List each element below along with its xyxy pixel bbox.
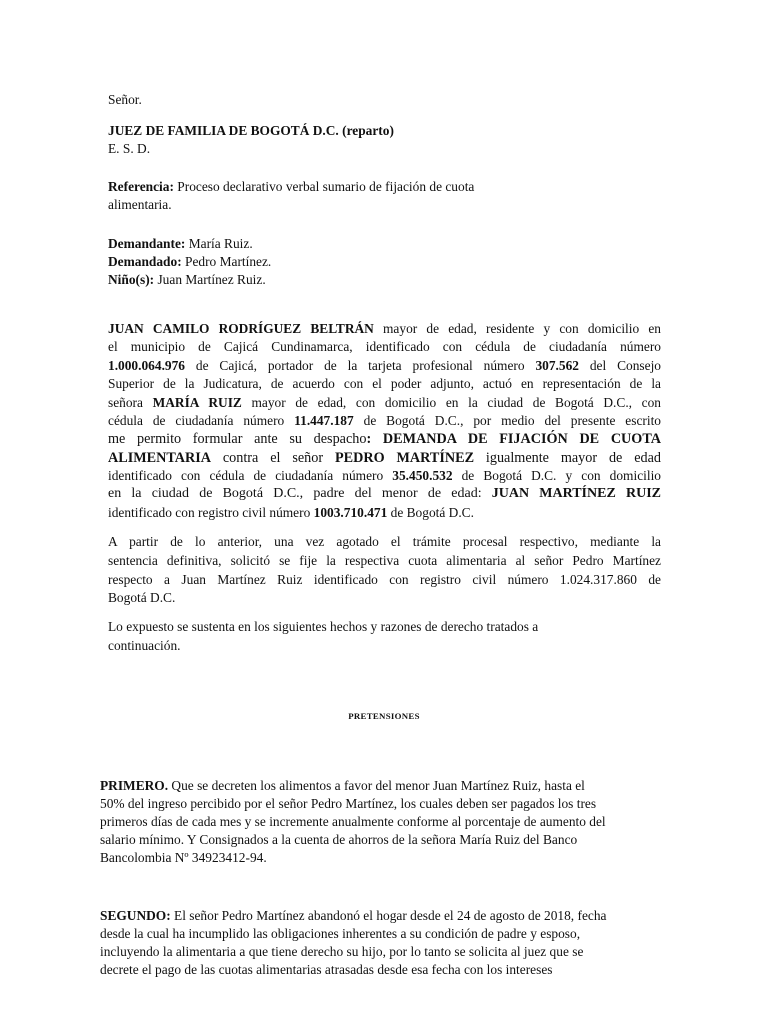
para3-line-1: Lo expuesto se sustenta en los siguientes hechos y razones de derecho tratados a	[108, 619, 539, 634]
intro-line-5: señora MARÍA RUIZ mayor de edad, con domicilio en la ciudad de Bogotá D.C., con	[108, 395, 661, 410]
reference-line-1: Referencia: Proceso declarativo verbal sumario de fijación de cuota	[108, 179, 475, 194]
intro-line-11: identificado con registro civil número 1003.710.471 de Bogotá D.C.	[108, 505, 474, 520]
children-line: Niño(s): Juan Martínez Ruiz.	[108, 272, 266, 287]
intro-line-9: identificado con cédula de ciudadanía número 35.450.532 de Bogotá D.C. y con domicilio	[108, 468, 661, 483]
segundo-line-4: decrete el pago de las cuotas alimentarias atrasadas desde esa fecha con los intereses	[100, 962, 553, 977]
para3-line-2: continuación.	[108, 638, 181, 653]
section-title: PRETENSIONES	[348, 711, 420, 721]
primero-line-3: primeros días de cada mes y se incremente anualmente conforme al porcentaje de aumento del	[100, 814, 606, 829]
addressee: JUEZ DE FAMILIA DE BOGOTÁ D.C. (reparto)	[108, 123, 394, 138]
esd-line: E. S. D.	[108, 141, 151, 156]
intro-line-2: el municipio de Cajicá Cundinamarca, identificado con cédula de ciudadanía número	[108, 339, 661, 354]
defendant-line: Demandado: Pedro Martínez.	[108, 254, 272, 269]
intro-line-10: en la ciudad de Bogotá D.C., padre del menor de edad: JUAN MARTÍNEZ RUIZ	[108, 486, 661, 501]
salutation: Señor.	[108, 92, 142, 107]
intro-line-7: me permito formular ante su despacho: DEMANDA DE FIJACIÓN DE CUOTA	[108, 431, 661, 447]
para2-line-1: A partir de lo anterior, una vez agotado el trámite procesal respectivo, mediante la	[108, 534, 661, 549]
segundo-line-3: incluyendo la alimentaria a que tiene derecho su hijo, por lo tanto se solicita al juez que se	[100, 944, 584, 959]
reference-line-2: alimentaria.	[108, 197, 172, 212]
segundo-line-2: desde la cual ha incumplido las obligaciones inherentes a su condición de padre y esposo,	[100, 926, 581, 941]
intro-line-6: cédula de ciudadanía número 11.447.187 de Bogotá D.C., por medio del presente escrito	[108, 413, 662, 428]
primero-line-2: 50% del ingreso percibido por el señor Pedro Martínez, los cuales deben ser pagados los tres	[100, 796, 597, 811]
plaintiff-line: Demandante: María Ruiz.	[108, 236, 253, 251]
intro-line-1: JUAN CAMILO RODRÍGUEZ BELTRÁN mayor de edad, residente y con domicilio en	[108, 321, 661, 336]
primero-line-1: PRIMERO. Que se decreten los alimentos a favor del menor Juan Martínez Ruiz, hasta el	[100, 778, 585, 793]
para2-line-3: respecto a Juan Martínez Ruiz identificado con registro civil número 1.024.317.860 de	[108, 572, 661, 587]
reference-label: Referencia:	[108, 179, 174, 194]
para2-line-2: sentencia definitiva, solicitó se fije la respectiva cuota alimentaria al señor Pedro Martínez	[108, 553, 661, 568]
para2-line-4: Bogotá D.C.	[108, 590, 176, 605]
intro-line-3: 1.000.064.976 de Cajicá, portador de la tarjeta profesional número 307.562 del Consejo	[108, 358, 661, 373]
primero-line-5: Bancolombia Nº 34923412-94.	[100, 850, 267, 865]
intro-line-8: ALIMENTARIA contra el señor PEDRO MARTÍNEZ igualmente mayor de edad	[108, 450, 662, 466]
primero-line-4: salario mínimo. Y Consignados a la cuenta de ahorros de la señora María Ruiz del Banco	[100, 832, 578, 847]
segundo-line-1: SEGUNDO: El señor Pedro Martínez abandonó el hogar desde el 24 de agosto de 2018, fecha	[100, 908, 607, 923]
intro-line-4: Superior de la Judicatura, de acuerdo con el poder adjunto, actuó en representación de la	[108, 376, 661, 391]
